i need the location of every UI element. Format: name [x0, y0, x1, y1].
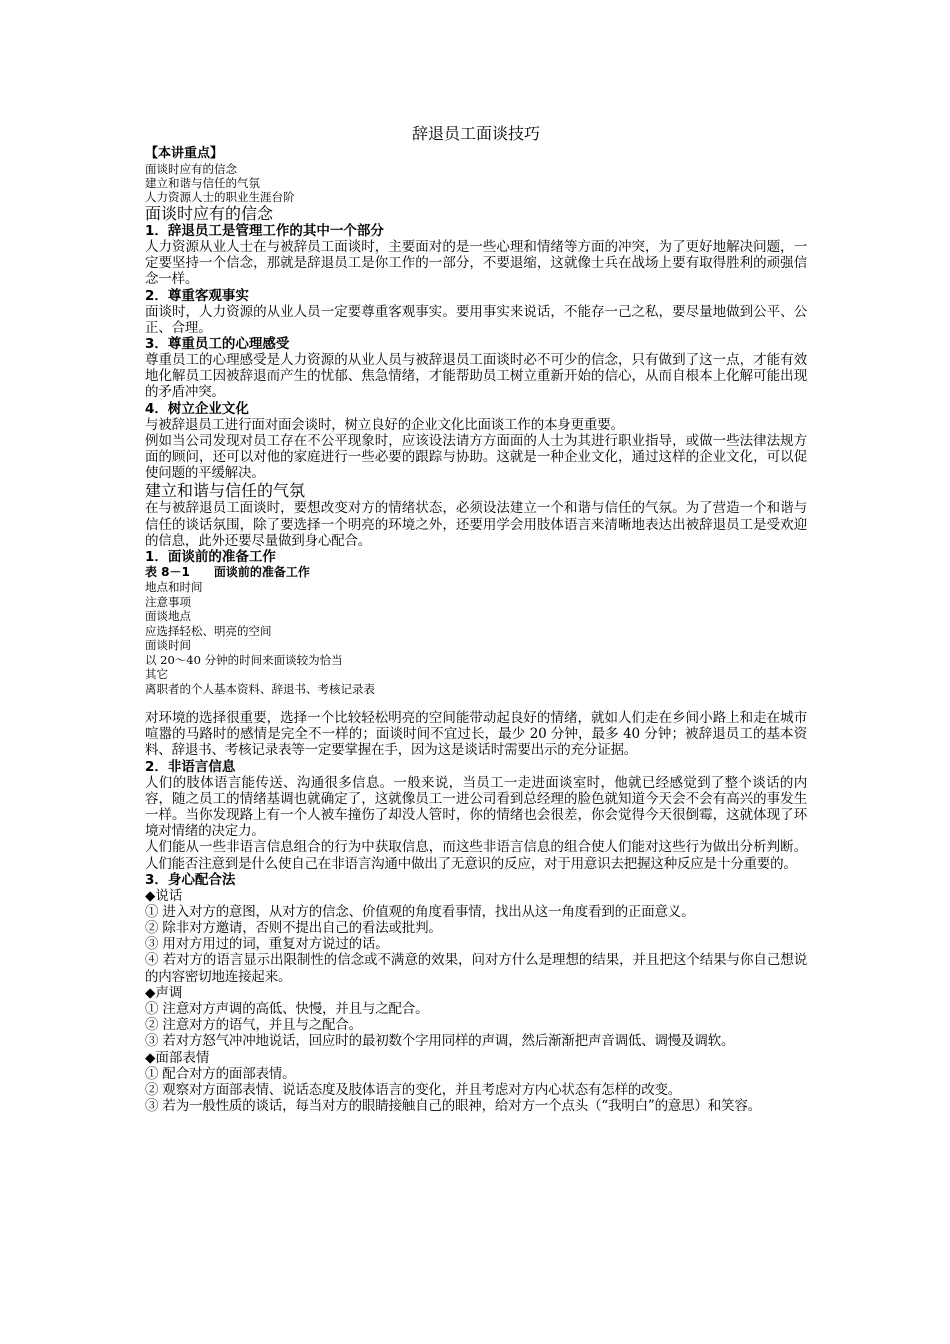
subsection-heading: 2．非语言信息	[145, 758, 236, 775]
subsection-heading: 1．面谈前的准备工作	[145, 549, 276, 566]
table-caption: 表 8－1 面谈前的准备工作	[145, 565, 310, 580]
section-heading: 建立和谐与信任的气氛	[145, 481, 306, 501]
table-cell: 面谈时间	[145, 638, 191, 653]
list-item: ③ 若对方怒气冲冲地说话，回应时的最初数个字用同样的声调，然后渐渐把声音调低、调慢及调软。	[145, 1033, 735, 1050]
table-cell: 面谈地点	[145, 609, 191, 624]
paragraph: 对环境的选择很重要，选择一个比较轻松明亮的空间能带动起良好的情绪，就如人们走在乡间小路上和走在城市喧嚣的马路时的感情是完全不一样的；面谈时间不宜过长，最少 20 分钟，最多 40 分钟；被辞退员工的基本资料、辞退书、考核记录表等一定要掌握在手，因为这是谈话时需要出示的充分证据。	[145, 710, 807, 759]
paragraph: 尊重员工的心理感受是人力资源的从业人员与被辞退员工面谈时必不可少的信念，只有做到了这一点，才能有效地化解员工因被辞退而产生的忧郁、焦急情绪，才能帮助员工树立重新开始的信心，从而自根本上化解可能出现的矛盾冲突。	[145, 352, 807, 401]
paragraph: 例如当公司发现对员工存在不公平现象时，应该设法请方方面面的人士为其进行职业指导，或做一些法律法规方面的顾问，还可以对他的家庭进行一些必要的跟踪与协助。这就是一种企业文化，通过这样的企业文化，可以促使问题的平缓解决。	[145, 432, 807, 482]
paragraph: 面谈时，人力资源的从业人员一定要尊重客观事实。要用事实来说话，不能存一己之私，要尽量地做到公平、公正、合理。	[145, 303, 807, 336]
subsection-heading: 2．尊重客观事实	[145, 287, 249, 304]
document-title: 辞退员工面谈技巧	[411, 124, 540, 143]
subsection-heading: 3．尊重员工的心理感受	[145, 336, 290, 353]
section-heading: 面谈时应有的信念	[145, 204, 274, 223]
subsection-heading: 1．辞退员工是管理工作的其中一个部分	[145, 223, 384, 239]
paragraph: 人们能从一些非语言信息组合的行为中获取信息，而这些非语言信息的组合使人们能对这些行为做出分析判断。人们能否注意到是什么使自己在非语言沟通中做出了无意识的反应，对于用意识去把握这种反应是十分重要的。	[145, 839, 807, 872]
list-item: ② 观察对方面部表情、说话态度及肢体语言的变化，并且考虑对方内心状态有怎样的改变。	[145, 1081, 682, 1098]
paragraph: 与被辞退员工进行面对面会谈时，树立良好的企业文化比面谈工作的本身更重要。	[145, 416, 624, 433]
table-cell: 地点和时间	[145, 580, 203, 595]
table-cell: 离职者的个人基本资料、辞退书、考核记录表	[145, 681, 375, 696]
key-points-heading: 【本讲重点】	[145, 146, 224, 161]
bullet-label: ◆声调	[145, 984, 183, 1001]
list-item: ① 配合对方的面部表情。	[145, 1065, 296, 1082]
list-item: ① 进入对方的意图，从对方的信念、价值观的角度看事情，找出从这一角度看到的正面意义。	[145, 903, 695, 920]
key-point-item: 人力资源人士的职业生涯台阶	[145, 190, 295, 204]
key-point-item: 面谈时应有的信念	[145, 162, 237, 176]
spacer	[145, 696, 807, 710]
document-page	[145, 124, 807, 1114]
paragraph: 人们的肢体语言能传送、沟通很多信息。一般来说，当员工一走进面谈室时，他就已经感觉到了整个谈话的内容，随之员工的情绪基调也就确定了，这就像员工一进公司看到总经理的脸色就知道今天会不会有高兴的事发生一样。当你发现路上有一个人被车撞伤了却没人管时，你的情绪也会很差，你会觉得今天很倒霉，这就体现了环境对情绪的决定力。	[145, 774, 807, 840]
list-item: ③ 若为一般性质的谈话，每当对方的眼睛接触自己的眼神，给对方一个点头（“我明白”的意思）和笑容。	[145, 1097, 761, 1114]
table-cell: 注意事项	[145, 594, 191, 609]
paragraph: 在与被辞退员工面谈时，要想改变对方的情绪状态，必须设法建立一个和谐与信任的气氛。为了营造一个和谐与信任的谈话氛围，除了要选择一个明亮的环境之外，还要用学会用肢体语言来清晰地表达出被辞退员工是受欢迎的信息，此外还要尽量做到身心配合。	[145, 500, 807, 549]
table-cell: 其它	[145, 667, 168, 682]
list-item: ③ 用对方用过的词，重复对方说过的话。	[145, 936, 389, 953]
list-item: ② 除非对方邀请，否则不提出自己的看法或批判。	[145, 920, 442, 937]
list-item: ② 注意对方的语气，并且与之配合。	[145, 1017, 362, 1034]
bullet-label: ◆说话	[145, 887, 183, 904]
table-cell: 应选择轻松、明亮的空间	[145, 623, 272, 638]
list-item: ④ 若对方的语言显示出限制性的信念或不满意的效果，问对方什么是理想的结果，并且把这个结果与你自己想说的内容密切地连接起来。	[145, 952, 807, 985]
bullet-label: ◆面部表情	[145, 1049, 210, 1066]
paragraph: 人力资源从业人士在与被辞员工面谈时，主要面对的是一些心理和情绪等方面的冲突，为了更好地解决问题，一定要坚持一个信念，那就是辞退员工是你工作的一部分，不要退缩，这就像士兵在战场上要有取得胜利的顽强信念一样。	[145, 239, 807, 288]
key-point-item: 建立和谐与信任的气氛	[145, 176, 260, 190]
subsection-heading: 3．身心配合法	[145, 871, 236, 888]
list-item: ① 注意对方声调的高低、快慢，并且与之配合。	[145, 1000, 429, 1017]
table-cell: 以 20～40 分钟的时间来面谈较为恰当	[145, 652, 343, 667]
subsection-heading: 4．树立企业文化	[145, 400, 249, 417]
